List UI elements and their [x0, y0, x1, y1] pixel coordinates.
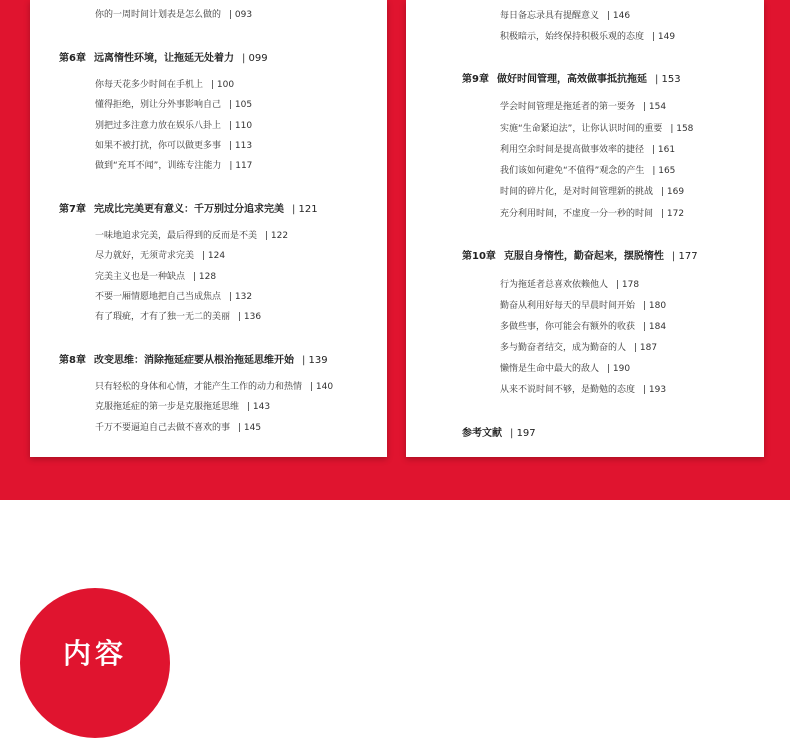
entry-title: 学会时间管理是拖延者的第一要务: [500, 102, 636, 112]
chapter-heading[interactable]: [59, 200, 318, 215]
chapter-page-number: | 177: [672, 251, 698, 262]
entry-page-number: | 146: [607, 11, 630, 21]
section-badge-circle: [20, 588, 170, 738]
toc-entry[interactable]: [500, 8, 630, 21]
chapter-number: 第6章: [59, 53, 86, 64]
entry-title: 从来不说时间不够，是勤勉的态度: [500, 385, 636, 395]
toc-entry[interactable]: [500, 163, 675, 176]
section-badge-label: 内容: [62, 637, 127, 670]
entry-page-number: | 165: [652, 166, 675, 176]
entry-page-number: | 149: [652, 32, 675, 42]
chapter-heading[interactable]: [462, 70, 681, 85]
references-title: 参考文献: [462, 428, 502, 439]
entry-page-number: | 187: [634, 343, 657, 353]
chapter-heading[interactable]: [59, 351, 328, 366]
toc-page-right: [406, 0, 764, 457]
chapter-page-number: | 099: [242, 53, 268, 64]
toc-entry[interactable]: [500, 382, 666, 395]
entry-page-number: | 128: [193, 272, 216, 282]
entry-title: 一味地追求完美，最后得到的反而是不美: [95, 231, 258, 241]
entry-page-number: | 113: [229, 141, 252, 151]
entry-page-number: | 143: [247, 402, 270, 412]
toc-entry[interactable]: [95, 158, 252, 171]
entry-title: 多做些事，你可能会有额外的收获: [500, 322, 636, 332]
entry-title: 千万不要逼迫自己去做不喜欢的事: [95, 423, 231, 433]
toc-entry[interactable]: [500, 206, 684, 219]
entry-title: 多与勤奋者结交，成为勤奋的人: [500, 343, 627, 353]
entry-page-number: | 193: [643, 385, 666, 395]
entry-title: 懂得拒绝，别让分外事影响自己: [95, 100, 222, 110]
chapter-title: 远离惰性环境，让拖延无处着力: [93, 53, 234, 64]
toc-entry[interactable]: [95, 289, 252, 302]
entry-title: 完美主义也是一种缺点: [95, 272, 186, 282]
chapter-title: 改变思维：消除拖延症要从根治拖延思维开始: [93, 355, 294, 366]
entry-page-number: | 169: [661, 187, 684, 197]
toc-entry[interactable]: [500, 184, 684, 197]
chapter-page-number: | 121: [292, 204, 318, 215]
toc-entry[interactable]: [95, 138, 252, 151]
chapter-number: 第10章: [462, 251, 496, 262]
chapter-title: 完成比完美更有意义：千万别过分追求完美: [93, 204, 284, 215]
entry-title: 只有轻松的身体和心情，才能产生工作的动力和热情: [95, 382, 303, 392]
entry-page-number: | 154: [643, 102, 666, 112]
entry-title: 懒惰是生命中最大的敌人: [500, 364, 600, 374]
chapter-heading[interactable]: [462, 247, 698, 262]
chapter-page-number: | 153: [655, 74, 681, 85]
toc-entry[interactable]: [95, 379, 333, 392]
entry-title: 勤奋从利用好每天的早晨时间开始: [500, 301, 636, 311]
entry-page-number: | 093: [229, 10, 252, 20]
entry-page-number: | 158: [670, 124, 693, 134]
toc-entry[interactable]: [500, 99, 666, 112]
entry-title: 我们该如何避免“不值得”观念的产生: [500, 166, 645, 176]
entry-title: 行为拖延者总喜欢依赖他人: [500, 280, 609, 290]
toc-entry[interactable]: [95, 118, 252, 131]
references-page-number: | 197: [510, 428, 536, 439]
entry-page-number: | 184: [643, 322, 666, 332]
entry-title: 不要一厢情愿地把自己当成焦点: [95, 292, 222, 302]
chapter-number: 第8章: [59, 355, 86, 366]
toc-entry[interactable]: [95, 309, 261, 322]
entry-page-number: | 190: [607, 364, 630, 374]
toc-page-left: [30, 0, 387, 457]
references-heading[interactable]: [462, 424, 536, 439]
toc-entry[interactable]: [500, 121, 693, 134]
entry-page-number: | 145: [238, 423, 261, 433]
entry-page-number: | 132: [229, 292, 252, 302]
entry-page-number: | 117: [229, 161, 252, 171]
chapter-number: 第9章: [462, 74, 489, 85]
entry-title: 克服拖延症的第一步是克服拖延思维: [95, 402, 240, 412]
entry-title: 别把过多注意力放在娱乐八卦上: [95, 121, 222, 131]
entry-title: 实施“生命紧迫法”，让你认识时间的重要: [500, 124, 663, 134]
entry-title: 尽力就好，无须苛求完美: [95, 251, 195, 261]
entry-page-number: | 105: [229, 100, 252, 110]
chapter-heading[interactable]: [59, 49, 268, 64]
toc-entry[interactable]: [95, 228, 288, 241]
entry-title: 利用空余时间是提高做事效率的捷径: [500, 145, 645, 155]
entry-title: 做到“充耳不闻”，训练专注能力: [95, 161, 222, 171]
entry-title: 充分利用时间，不虚度一分一秒的时间: [500, 209, 654, 219]
toc-entry[interactable]: [95, 269, 216, 282]
entry-title: 你每天花多少时间在手机上: [95, 80, 204, 90]
toc-entry[interactable]: [500, 319, 666, 332]
entry-page-number: | 110: [229, 121, 252, 131]
chapter-number: 第7章: [59, 204, 86, 215]
entry-title: 时间的碎片化，是对时间管理新的挑战: [500, 187, 654, 197]
entry-title: 你的一周时间计划表是怎么做的: [95, 10, 222, 20]
entry-page-number: | 172: [661, 209, 684, 219]
chapter-page-number: | 139: [302, 355, 328, 366]
toc-entry[interactable]: [500, 29, 675, 42]
chapter-title: 做好时间管理，高效做事抵抗拖延: [496, 74, 647, 85]
toc-entry[interactable]: [95, 420, 261, 433]
entry-title: 如果不被打扰，你可以做更多事: [95, 141, 222, 151]
entry-title: 每日备忘录具有提醒意义: [500, 11, 600, 21]
toc-entry[interactable]: [95, 97, 252, 110]
entry-page-number: | 136: [238, 312, 261, 322]
toc-entry[interactable]: [95, 399, 270, 412]
toc-entry[interactable]: [500, 340, 657, 353]
chapter-title: 克服自身惰性，勤奋起来，摆脱惰性: [503, 251, 664, 262]
entry-page-number: | 140: [310, 382, 333, 392]
toc-entry[interactable]: [95, 77, 234, 90]
toc-entry[interactable]: [500, 277, 639, 290]
entry-page-number: | 100: [211, 80, 234, 90]
toc-entry[interactable]: [500, 298, 666, 311]
entry-page-number: | 124: [202, 251, 225, 261]
toc-entry[interactable]: [95, 7, 252, 20]
toc-entry[interactable]: [500, 142, 675, 155]
entry-page-number: | 178: [616, 280, 639, 290]
entry-page-number: | 122: [265, 231, 288, 241]
toc-entry[interactable]: [95, 248, 225, 261]
entry-page-number: | 180: [643, 301, 666, 311]
entry-title: 有了瑕疵，才有了独一无二的美丽: [95, 312, 231, 322]
entry-page-number: | 161: [652, 145, 675, 155]
toc-entry[interactable]: [500, 361, 630, 374]
entry-title: 积极暗示，始终保持积极乐观的态度: [500, 32, 645, 42]
